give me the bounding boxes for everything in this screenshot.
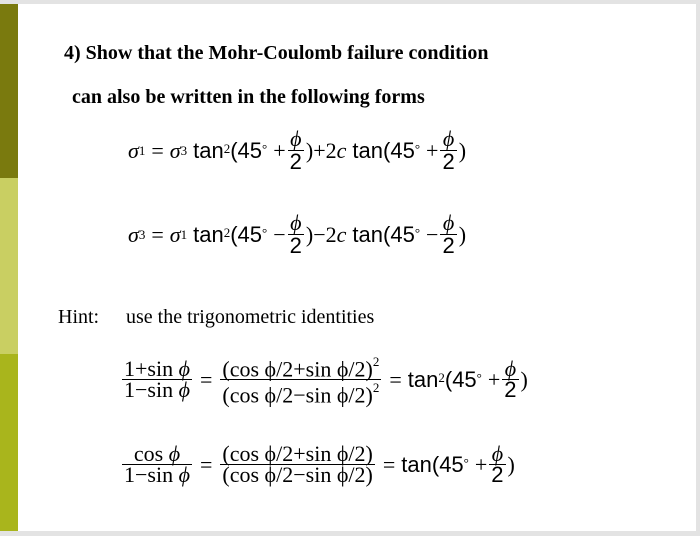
identity-tan: $\frac{\text{cos ϕ}}{\text{1−sin ϕ}}$ = $\frac{\text{(cos ϕ/2+sin ϕ/2)}}{\text{(cos ϕ/2−sin ϕ/2)}}$ = tan(45 ° + $\frac{\phi}{2}$ ) <box>124 441 515 487</box>
identity-tan-squared: $\frac{\text{1+sin ϕ}}{\text{1−sin ϕ}}$ = $\frac{(\cos \phi/2+\sin \phi/2)^2}{(\cos \phi/2-\sin \phi/2)^2}$ = tan $^2$ (45 ° + $\frac{\phi}{2}$ ) <box>124 354 528 408</box>
slide <box>0 4 696 531</box>
equation-sigma3: σ 3 = σ 1 tan $^2$ (45 ° − $\frac{\phi}{2}$ ) − 2 c tan(45 ° − $\frac{\phi}{2}$ ) <box>128 210 467 258</box>
accent-band-bottom <box>0 354 18 531</box>
hint-text: use the trigonometric identities <box>126 306 375 328</box>
hint-label: Hint: <box>58 306 100 328</box>
equation-sigma1: σ 1 = σ 3 tan $^2$ (45 ° + $\frac{\phi}{2}$ ) + 2 c tan(45 ° + $\frac{\phi}{2}$ ) <box>128 126 467 174</box>
accent-band-middle <box>0 178 18 354</box>
accent-band-top <box>0 4 18 178</box>
question-line-2: can also be written in the following forms <box>72 86 425 108</box>
question-line-1: 4) Show that the Mohr-Coulomb failure condition <box>64 42 489 64</box>
